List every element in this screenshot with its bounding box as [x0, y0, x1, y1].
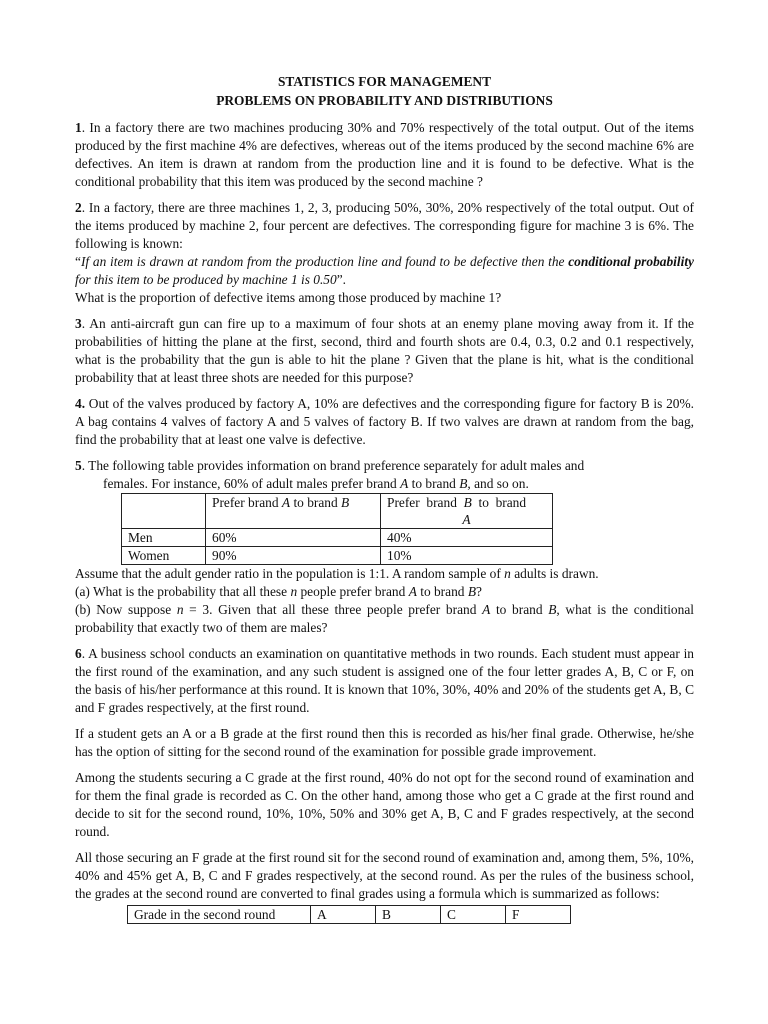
problem-2-question: What is the proportion of defective items among those produced by machine 1?	[75, 290, 502, 305]
problem-2-quote	[75, 253, 694, 289]
problem-5-part-a: (a) What is the probability that all these n people prefer brand A to brand B?	[75, 584, 482, 599]
table-cell: Women	[122, 547, 206, 565]
table-row	[122, 547, 553, 565]
problem-2	[75, 199, 694, 253]
table-cell: 60%	[206, 529, 381, 547]
table-cell: F	[506, 906, 571, 924]
table-cell: Grade in the second round	[128, 906, 311, 924]
quote-open: “	[75, 254, 81, 269]
table-cell: A	[311, 906, 376, 924]
problem-3-number: 3	[75, 316, 82, 331]
problem-2-text: . In a factory, there are three machines 1, 2, 3, producing 50%, 30%, 20% respectively of the total output. Out of the items produced by machine 2, four percent are defectives. The corresponding figure for machine 3 is 6%. The following is known:	[75, 200, 694, 251]
problem-5-text-2: females. For instance, 60% of adult males prefer brand A to brand B, and so on.	[103, 476, 529, 491]
problem-3-text: . An anti-aircraft gun can fire up to a maximum of four shots at an enemy plane moving away from it. If the probabilities of hitting the plane at the first, second, third and fourth shots are 0.4, 0.3, 0.2 and 0.1 respectively, what is the probability that the gun is able to hit the plane ? Given that the plane is hit, what is the conditional probability that at least three shots are needed for this purpose?	[75, 316, 694, 385]
problem-6-number: 6	[75, 646, 82, 661]
table-header-row	[122, 494, 553, 529]
document-content	[75, 72, 694, 924]
problem-5-text-1: . The following table provides information on brand preference separately for adult males and	[81, 458, 585, 473]
table-header-row	[128, 906, 571, 924]
grade-conversion-table	[127, 905, 571, 924]
problem-5-assumption: Assume that the adult gender ratio in the population is 1:1. A random sample of n adults is drawn.	[75, 566, 599, 581]
problem-5-part-b: (b) Now suppose n = 3. Given that all these three people prefer brand A to brand B, what is the conditional probability that exactly two of them are males?	[75, 602, 694, 635]
problem-6-paragraph-3: Among the students securing a C grade at the first round, 40% do not opt for the second round of examination and for them the final grade is recorded as C. On the other hand, among those who get a C grade at the first round and decide to sit for the second round, 10%, 10%, 50% and 30% get A, B, C and F grades respectively, at the second round.	[75, 770, 694, 839]
table-cell: B	[376, 906, 441, 924]
problem-4	[75, 395, 694, 449]
problem-1	[75, 119, 694, 191]
problem-6-paragraph-4: All those securing an F grade at the first round sit for the second round of examination and, among them, 5%, 10%, 40% and 45% get A, B, C and F grades respectively, at the second round. As per the rules of the business school, the grades at the second round are converted to final grades using a formula which is summarized as follows:	[75, 850, 694, 901]
problem-5	[75, 457, 694, 475]
table-cell: 10%	[381, 547, 553, 565]
table-cell: C	[441, 906, 506, 924]
problem-6-text: . A business school conducts an examination on quantitative methods in two rounds. Each student must appear in the first round of the examination, and any such student is assigned one of the four letter grades A, B, C or F, on the basis of his/her performance at this round. It is known that 10%, 30%, 40% and 20% of the students get A, B, C and F grades respectively, at the first round.	[75, 646, 694, 715]
problem-2-number: 2	[75, 200, 82, 215]
problem-6	[75, 645, 694, 717]
problem-3	[75, 315, 694, 387]
table-header-cell: Prefer brand A to brand B	[206, 494, 381, 529]
quote-close: ”.	[336, 272, 346, 287]
quote-bold: conditional probability	[568, 254, 694, 269]
title-line-1: STATISTICS FOR MANAGEMENT	[277, 74, 492, 89]
problem-6-paragraph-2: If a student gets an A or a B grade at the first round then this is recorded as his/her final grade. Otherwise, he/she has the option of sitting for the second round of the examination for possible grade improvement.	[75, 726, 694, 759]
brand-preference-table	[121, 493, 553, 565]
table-cell: 90%	[206, 547, 381, 565]
table-header-cell: Prefer brand B to brand A	[381, 494, 553, 529]
quote-part-1: If an item is drawn at random from the production line and found to be defective then the	[80, 254, 569, 269]
problem-4-text: Out of the valves produced by factory A, 10% are defectives and the corresponding figure for factory B is 20%. A bag contains 4 valves of factory A and 5 valves of factory B. If two valves are drawn at random from the bag, find the probability that at least one valve is defective.	[75, 396, 694, 447]
title-line-2: PROBLEMS ON PROBABILITY AND DISTRIBUTIONS	[216, 93, 553, 108]
problem-1-text: . In a factory there are two machines producing 30% and 70% respectively of the total output. Out of the items produced by the first machine 4% are defectives, whereas out of the items produced by the second machine 6% are defectives. An item is drawn at random from the production line and it is found to be defective. What is the conditional probability that this item was produced by the second machine ?	[75, 120, 694, 189]
problem-5-number: 5	[75, 458, 82, 473]
table-row	[122, 529, 553, 547]
quote-part-2: for this item to be produced by machine 1 is 0.50	[75, 272, 337, 287]
table-cell: Men	[122, 529, 206, 547]
problem-4-number: 4.	[75, 396, 86, 411]
table-cell: 40%	[381, 529, 553, 547]
table-cell	[122, 494, 206, 529]
problem-1-number: 1	[75, 120, 82, 135]
